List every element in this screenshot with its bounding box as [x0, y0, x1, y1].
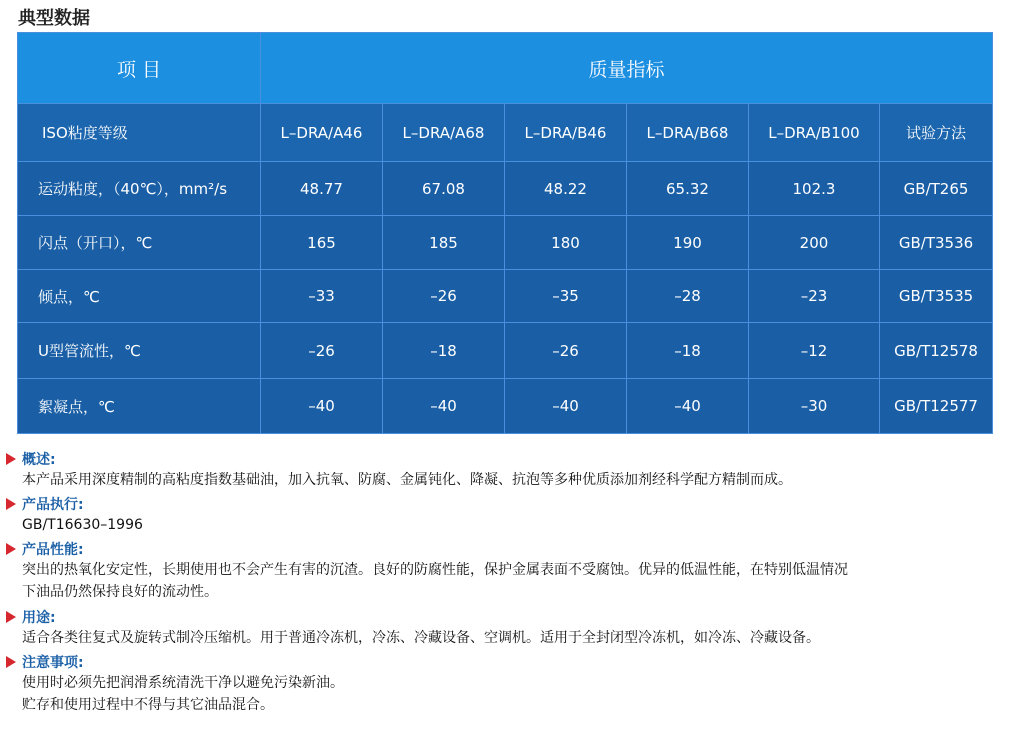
section-heading: 产品执行: [22, 497, 84, 513]
section-text: 突出的热氧化安定性，长期使用也不会产生有害的沉渣。良好的防腐性能，保护金属表面不受腐蚀。优异的低温性能，在特别低温情况 [22, 562, 848, 578]
header-quality: 质量指标 [261, 33, 993, 104]
table-cell: 65.32 [627, 162, 749, 216]
triangle-bullet-icon [6, 498, 16, 510]
section-text: 贮存和使用过程中不得与其它油品混合。 [22, 697, 274, 713]
table-cell: GB/T12578 [880, 323, 993, 379]
section-overview [6, 449, 1006, 491]
table-cell: –12 [749, 323, 880, 379]
table-cell: –40 [383, 379, 505, 434]
section-heading: 注意事项: [22, 655, 84, 671]
column-header: L–DRA/A46 [261, 104, 383, 162]
table-cell: GB/T265 [880, 162, 993, 216]
row-label: 运动粘度，（40℃），mm²/s [18, 162, 261, 216]
section-text: 本产品采用深度精制的高粘度指数基础油，加入抗氧、防腐、金属钝化、降凝、抗泡等多种优质添加剂经科学配方精制而成。 [22, 472, 792, 488]
table-cell: –40 [505, 379, 627, 434]
column-header: L–DRA/A68 [383, 104, 505, 162]
section-text: 下油品仍然保持良好的流动性。 [22, 584, 218, 600]
section-heading: 概述: [22, 452, 56, 468]
table-cell: –23 [749, 270, 880, 323]
table-cell: 67.08 [383, 162, 505, 216]
table-row [18, 162, 993, 216]
table-cell: –40 [261, 379, 383, 434]
header-item: 项 目 [18, 33, 261, 104]
triangle-bullet-icon [6, 543, 16, 555]
table-cell: –26 [261, 323, 383, 379]
table-row [18, 379, 993, 434]
section-text: GB/T16630–1996 [22, 517, 143, 533]
column-header: 试验方法 [880, 104, 993, 162]
table-cell: –26 [505, 323, 627, 379]
table-cell: –35 [505, 270, 627, 323]
table-cell: GB/T3535 [880, 270, 993, 323]
table-header-row [18, 33, 993, 104]
table-cell: –26 [383, 270, 505, 323]
row-label: 闪点（开口），℃ [18, 216, 261, 270]
table-cell: –18 [383, 323, 505, 379]
page-title: 典型数据 [18, 8, 90, 29]
table-cell: GB/T12577 [880, 379, 993, 434]
triangle-bullet-icon [6, 656, 16, 668]
section-standard [6, 494, 1006, 536]
row-label: 絮凝点，℃ [18, 379, 261, 434]
typical-data-table [17, 32, 993, 434]
section-notes [6, 652, 1006, 716]
triangle-bullet-icon [6, 611, 16, 623]
column-header: L–DRA/B46 [505, 104, 627, 162]
table-cell: 180 [505, 216, 627, 270]
column-header: L–DRA/B100 [749, 104, 880, 162]
section-performance [6, 539, 1006, 603]
row-label: 倾点，℃ [18, 270, 261, 323]
table-row [18, 270, 993, 323]
table-subheader-row [18, 104, 993, 162]
table-cell: –40 [627, 379, 749, 434]
column-header: ISO粘度等级 [18, 104, 261, 162]
table-cell: –28 [627, 270, 749, 323]
table-cell: 102.3 [749, 162, 880, 216]
table-cell: GB/T3536 [880, 216, 993, 270]
section-heading: 产品性能: [22, 542, 84, 558]
row-label: U型管流性，℃ [18, 323, 261, 379]
table-cell: –30 [749, 379, 880, 434]
section-heading: 用途: [22, 610, 56, 626]
table-cell: –33 [261, 270, 383, 323]
table-cell: 190 [627, 216, 749, 270]
table-cell: –18 [627, 323, 749, 379]
table-cell: 200 [749, 216, 880, 270]
table-row [18, 216, 993, 270]
triangle-bullet-icon [6, 453, 16, 465]
column-header: L–DRA/B68 [627, 104, 749, 162]
section-text: 使用时必须先把润滑系统清洗干净以避免污染新油。 [22, 675, 344, 691]
section-text: 适合各类往复式及旋转式制冷压缩机。用于普通冷冻机，冷冻、冷藏设备、空调机。适用于全封闭型冷冻机，如冷冻、冷藏设备。 [22, 630, 820, 646]
table-cell: 48.22 [505, 162, 627, 216]
table-row [18, 323, 993, 379]
table-cell: 185 [383, 216, 505, 270]
table-cell: 165 [261, 216, 383, 270]
section-usage [6, 607, 1006, 649]
table-cell: 48.77 [261, 162, 383, 216]
